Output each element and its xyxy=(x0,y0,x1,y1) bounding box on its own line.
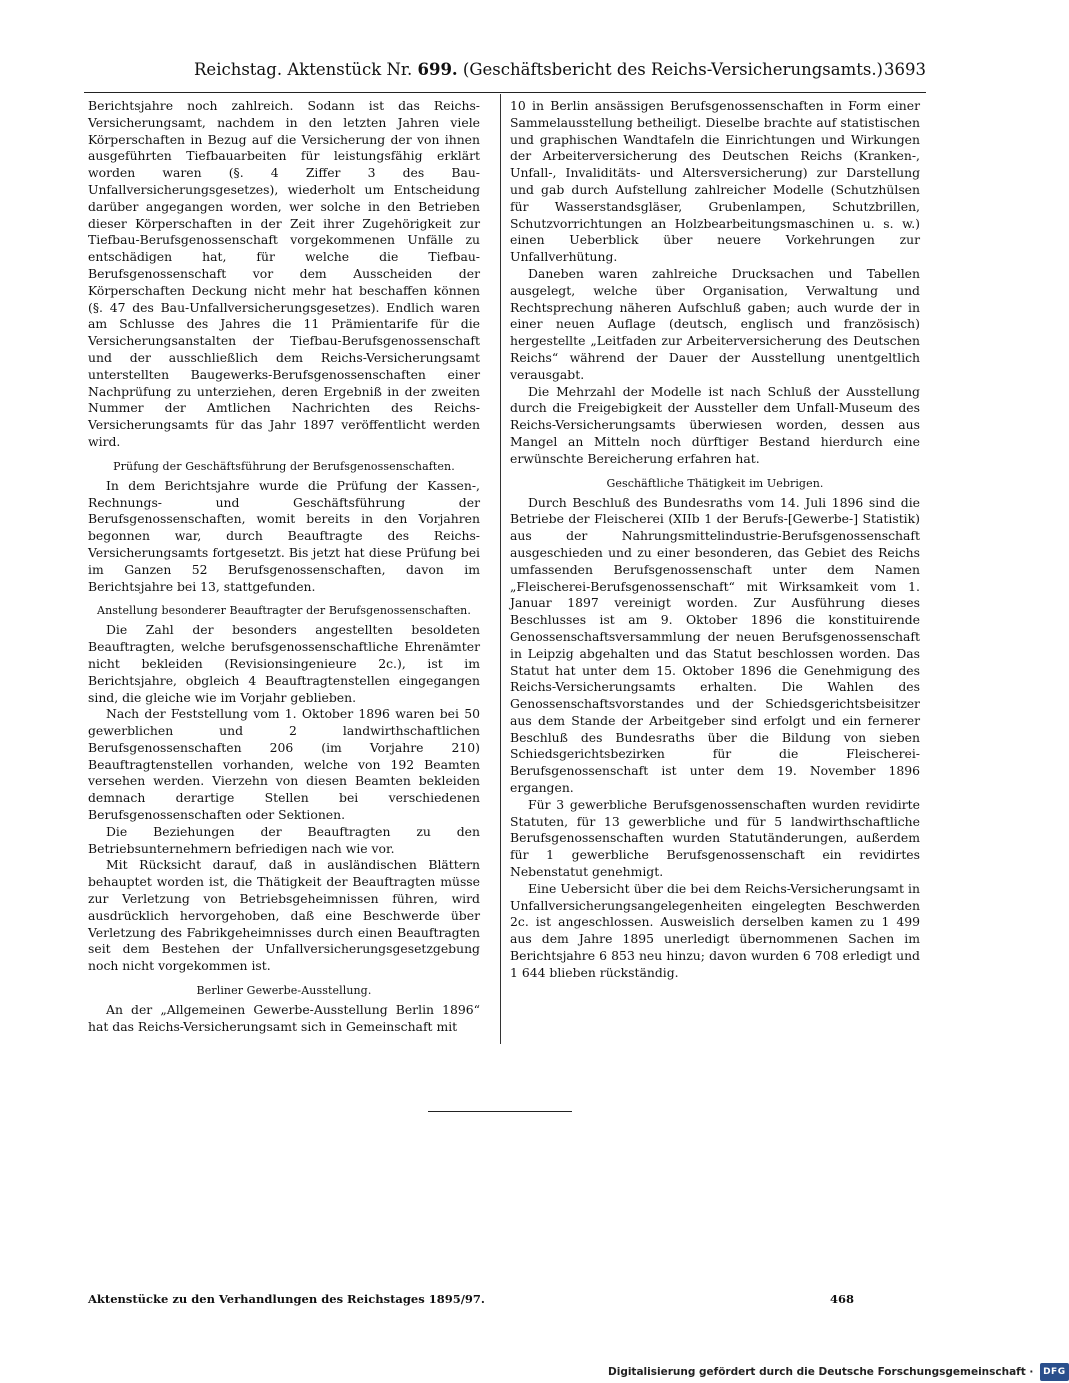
paragraph: Die Zahl der besonders angestellten besoldeten Beauftragten, welche berufsgenossenschaftliche Ehrenämter nicht bekleiden (Revisionsingenieure 2c.), ist im Berichtsjahre, obgleich 4 Beauftragtenstellen eingegangen sind, die gleiche wie im Vorjahr geblieben. xyxy=(88,622,480,705)
header-title xyxy=(194,55,883,85)
section-heading: Geschäftliche Thätigkeit im Uebrigen. xyxy=(606,476,824,490)
page-header xyxy=(84,55,926,85)
header-subtitle: (Geschäftsbericht des Reichs-Versicherungsamts.) xyxy=(462,60,883,79)
section-heading: Anstellung besonderer Beauftragter der Berufsgenossenschaften. xyxy=(97,604,471,618)
section-heading: Berliner Gewerbe-Ausstellung. xyxy=(196,984,372,998)
paragraph: Die Mehrzahl der Modelle ist nach Schluß der Ausstellung durch die Freigebigkeit der Aussteller dem Unfall-Museum des Reichs-Versicherungsamts überwiesen worden, dessen aus Mangel an Mitteln noch dürftiger Bestand hierdurch eine erwünschte Bereicherung erfahren hat. xyxy=(510,383,920,466)
paragraph: Mit Rücksicht darauf, daß in ausländischen Blättern behauptet worden ist, die Thätigkeit der Beauftragten müsse zur Verletzung von Betriebsgeheimnissen führen, wird ausdrücklich hervorgehoben, daß eine Beschwerde über Verletzung des Fabrikgeheimnisses durch einen Beauftragten seit dem Bestehen der Unfallversicherungsgesetzgebung noch nicht vorgekommen ist. xyxy=(88,857,480,974)
page-number: 3693 xyxy=(884,60,926,79)
header-rule xyxy=(84,92,926,93)
header-left-text: Reichstag. Aktenstück Nr. xyxy=(194,60,413,79)
digitization-credit xyxy=(608,1363,1069,1379)
right-column xyxy=(510,98,920,982)
paragraph: Die Beziehungen der Beauftragten zu den Betriebsunternehmern befriedigen nach wie vor. xyxy=(88,823,480,856)
paragraph: Berichtsjahre noch zahlreich. Sodann ist das Reichs-Versicherungsamt, nachdem in den letzten Jahren viele Körperschaften in Bezug auf die Versicherung der von ihnen ausgeführten Tiefbauarbeiten für leistungsfähig erklärt worden waren (§. 4 Ziffer 3 des Bau-Unfallversicherungsgesetzes), wiederholt um Entscheidung darüber angegangen worden, wer solche in den Betrieben dieser Körperschaften in der Zeit ihrer Zugehörigkeit zur Tiefbau-Berufsgenossenschaft vorgekommenen Unfälle zu entschädigen hat, für welche die Tiefbau-Berufsgenossenschaft vor dem Ausscheiden der Körperschaften Deckung nicht mehr hat beschaffen können (§. 47 des Bau-Unfallversicherungsgesetzes). Endlich waren am Schlusse des Jahres die 11 Prämientarife für die Versicherungsanstalten der Tiefbau-Berufsgenossenschaft und der ausschließlich dem Reichs-Versicherungsamt unterstellten Baugewerks-Berufsgenossenschaften einer Nachprüfung zu unterziehen, deren Ergebniß in der zweiten Nummer der Amtlichen Nachrichten des Reichs-Versicherungsamts für das Jahr 1897 veröffentlicht werden wird. xyxy=(88,98,480,449)
paragraph: Daneben waren zahlreiche Drucksachen und Tabellen ausgelegt, welche über Organisation, Verwaltung und Rechtsprechung näheren Aufschluß gaben; auch wurde der in einer neuen Auflage (deutsch, englisch und französisch) hergestellte „Leitfaden zur Arbeiterversicherung des Deutschen Reichs“ während der Dauer der Ausstellung unentgeltlich verausgabt. xyxy=(510,265,920,382)
column-divider xyxy=(500,94,501,1044)
paragraph: Für 3 gewerbliche Berufsgenossenschaften wurden revidirte Statuten, für 13 gewerbliche und für 5 landwirthschaftliche Berufsgenossenschaften wurden Statutänderungen, außerdem für 1 gewerbliche Berufsgenossenschaft ein revidirtes Nebenstatut genehmigt. xyxy=(510,796,920,880)
paragraph: Nach der Feststellung vom 1. Oktober 1896 waren bei 50 gewerblichen und 2 landwirthschaftlichen Berufsgenossenschaften 206 (im Vorjahre 210) Beauftragtenstellen vorhanden, welche von 192 Beamten versehen werden. Vierzehn von diesen Beamten bekleiden demnach derartige Stellen bei verschiedenen Berufsgenossenschaften oder Sektionen. xyxy=(88,706,480,823)
paragraph: Durch Beschluß des Bundesraths vom 14. Juli 1896 sind die Betriebe der Fleischerei (XIIb 1 der Berufs-[Gewerbe-] Statistik) aus der Nahrungsmittelindustrie-Berufsgenossenschaft ausgeschieden und zu einer besonderen, das Gebiet des Reichs umfassenden Berufsgenossenschaft unter dem Namen „Fleischerei-Berufsgenossenschaft“ mit Wirksamkeit vom 1. Januar 1897 vereinigt worden. Zur Ausführung dieses Beschlusses ist am 9. Oktober 1896 die konstituirende Genossenschaftsversammlung der neuen Berufsgenossenschaft in Leipzig abgehalten und das Statut beschlossen worden. Das Statut hat unter dem 15. Oktober 1896 die Genehmigung des Reichs-Versicherungsamts erhalten. Die Wahlen des Genossenschaftsvorstandes und der Schiedsgerichtsbeisitzer aus dem Stande der Arbeitgeber sind erfolgt und ein fernerer Beschluß des Bundesraths über die Bildung von sieben Schiedsgerichtsbezirken für die Fleischerei-Berufsgenossenschaft ist unter dem 19. November 1896 ergangen. xyxy=(510,494,920,796)
paragraph: Eine Uebersicht über die bei dem Reichs-Versicherungsamt in Unfallversicherungsangelegenheiten eingelegten Beschwerden 2c. ist angeschlossen. Ausweislich derselben kamen zu 1 499 aus dem Jahre 1895 unerledigt übernommenen Sachen im Berichtsjahre 6 853 neu hinzu; davon wurden 6 708 erledigt und 1 644 blieben rückständig. xyxy=(510,880,920,980)
left-column xyxy=(88,98,480,1036)
end-rule xyxy=(428,1111,572,1112)
dfg-logo: DFG xyxy=(1040,1363,1069,1381)
paragraph: An der „Allgemeinen Gewerbe-Ausstellung Berlin 1896“ hat das Reichs-Versicherungsamt sich in Gemeinschaft mit xyxy=(88,1002,480,1034)
paragraph: 10 in Berlin ansässigen Berufsgenossenschaften in Form einer Sammelausstellung betheiligt. Dieselbe brachte auf statistischen und graphischen Wandtafeln die Einrichtungen und Wirkungen der Arbeiterversicherung des Deutschen Reichs (Kranken-, Unfall-, Invaliditäts- und Altersversicherung) zur Darstellung und gab durch Aufstellung zahlreicher Modelle (Schutzhülsen für Wasserstandsgläser, Grubenlampen, Schutzbrillen, Schutzvorrichtungen an Holzbearbeitungsmaschinen u. s. w.) einen Ueberblick über neuere Vorkehrungen zur Unfallverhütung. xyxy=(510,98,920,265)
credit-text: Digitalisierung gefördert durch die Deutsche Forschungsgemeinschaft · xyxy=(608,1366,1034,1378)
footer-title: Aktenstücke zu den Verhandlungen des Reichstages 1895/97. xyxy=(88,1292,485,1306)
header-document-number: 699. xyxy=(417,60,458,79)
footer-sheet-number: 468 xyxy=(830,1292,855,1306)
section-heading: Prüfung der Geschäftsführung der Berufsgenossenschaften. xyxy=(113,459,455,473)
paragraph: In dem Berichtsjahre wurde die Prüfung der Kassen-, Rechnungs- und Geschäftsführung der Berufsgenossenschaften, womit bereits in den Vorjahren begonnen war, durch Beauftragte des Reichs-Versicherungsamts fortgesetzt. Bis jetzt hat diese Prüfung bei im Ganzen 52 Berufsgenossenschaften, davon im Berichtsjahre bei 13, stattgefunden. xyxy=(88,477,480,594)
